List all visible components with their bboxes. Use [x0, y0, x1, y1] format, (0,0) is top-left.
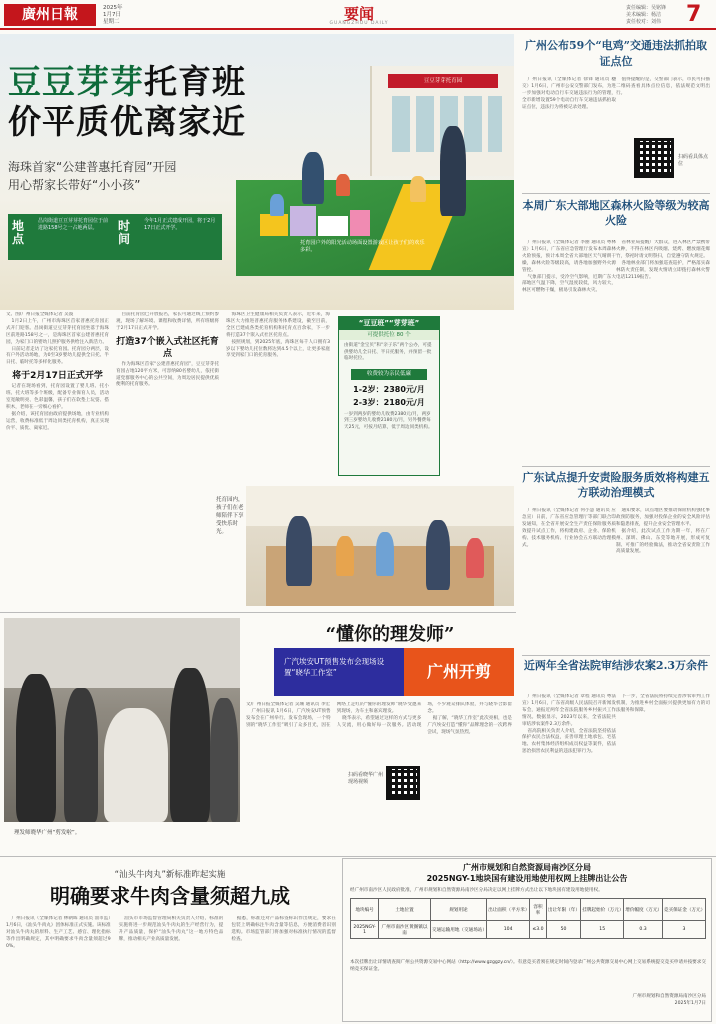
article-column: [6, 312, 109, 612]
nursery-sign: 豆豆芽芽托育园: [388, 74, 498, 88]
banner-text: 广汽埃安UT预售发布会现场设置“晓华工作室”: [284, 657, 385, 677]
table-cell: 104: [487, 921, 530, 939]
fee-infobox: [338, 316, 440, 476]
notice-signature: 广州市规划和自然资源局南沙区分局 2025年1月7日: [632, 994, 706, 1006]
news-body: [616, 694, 710, 850]
divider: [0, 856, 716, 857]
paragraph: 广州日报讯（全媒体记者 章程 通讯员 粤法宣）1月6日，广东省高级人民法院召开新闻发布会，通报近两年全省法院服务乡村振兴工作情况。数据显示，2023年以来，全省法院共审结涉农案件2.3万余件。: [522, 694, 616, 727]
issue-date: [103, 5, 123, 26]
location-time-box: [8, 214, 222, 260]
paragraph: 值得提醒的是，交警部门表示，市民可扫描二维码查看具体点位信息，依法规范文明出行。: [616, 77, 710, 96]
location-label: 地点: [12, 219, 25, 246]
date-day: 1月7日: [103, 12, 121, 18]
byline: 文、图/广州日报全媒体记者 吴波: [6, 312, 74, 317]
news-body: [616, 508, 710, 658]
infobox-title: “豆豆班”“芽芽班”: [339, 317, 439, 330]
paragraph: 广州日报讯（全媒体记者 何小慧 通讯员 应急宣）日前，广东省应急管理厅等部门联合印发通知，在全省开展安全生产责任保险服务质效提升试点工作，将构建政府、企业、保险机构、技术服务机构、行业协会五方联动治理模式。: [522, 508, 616, 548]
paragraph: 气象部门提示，受冷空气影响，近期广东大部地区气温下降，空气湿度较低，风力较大，林区可燃物干燥，极易引发森林火灾。: [522, 274, 616, 294]
table-header: 地块编号: [351, 899, 379, 921]
news-body: [522, 508, 616, 658]
news-headline: “懂你的理发师”: [325, 624, 455, 645]
table-header: 增价幅度（万元）: [624, 899, 663, 921]
paragraph: 省高院相关负责人介绍，全省法院坚持依法保护农民合法权益，妥善审理土地承包、宅基地、农村集体经济组织成员权益等案件，依法惩治损害农民利益的违法犯罪行为。: [522, 728, 616, 755]
time-label: 时间: [118, 219, 131, 246]
teacher-figure: [440, 126, 466, 216]
paragraph: 目前托育园已开放报名，家长可通过线上预约参观，现场了解环境、课程和收费详情，所有班级将于2月17日正式开学。: [116, 312, 219, 331]
photo-caption: 托育园内，孩子们在老师陪伴下享受快乐时光。: [216, 497, 244, 535]
paragraph: 通知要求，试点地区要推动保险机构强化事故预防服务，加强对投保企业的安全风险评估和隐患排查，提升企业安全管理水平。: [616, 508, 710, 527]
paragraph: 记者在现场看到，托育园设置了婴儿班、托小班、托大班等多个班级，配备专业保育人员，活动室宽敞明亮、色彩温馨，孩子们在软垫上玩耍、搭积木，老师在一旁细心看护。: [6, 384, 109, 410]
table-row: [351, 921, 706, 939]
notice-footer: 本次挂牌出让详情请查阅广州公共资源交易中心网站（http://www.gzggzy.cn/）。有意竞买者须在规定时间内登录广州公共资源交易中心网上交易系统提交竞买申请并按要求交纳竞买保证金。: [350, 960, 706, 972]
masthead: [0, 0, 716, 30]
news-body: [6, 916, 336, 1020]
table-cell: 50: [546, 921, 580, 939]
fee-item: 2-3岁：2180元/月: [353, 397, 425, 407]
divider: [522, 655, 710, 656]
qr-caption: 扫码看具体点位: [678, 154, 709, 167]
child-figure: [410, 176, 426, 202]
qr-caption: 扫码看晓华广州现场视频: [348, 772, 384, 785]
divider: [522, 466, 710, 467]
qr-code-icon[interactable]: [634, 138, 674, 178]
headline: [8, 62, 246, 142]
location-text: 昌岗街道豆豆芽芽托育园位于前进路158号之一占地两层。: [38, 218, 109, 231]
table-cell: 2025NGY-1: [351, 921, 379, 939]
teacher-figure: [302, 152, 324, 204]
news-headline: 广东试点提升安责险服务质效将构建五方联动治理模式: [522, 471, 710, 499]
table-cell: 15: [581, 921, 624, 939]
table-header: 容积率: [530, 899, 547, 921]
fee-item: 1-2岁：2380元/月: [353, 384, 425, 394]
infobox-capacity: 可提供托位 80 个: [339, 330, 439, 340]
paragraph: 各地林业部门将加强巡查巡护，严格落实森林防火责任制，发现火情请立即拨打森林火警电话12119报告。: [616, 260, 710, 280]
table-cell: 3: [662, 921, 705, 939]
table-header: 出让面积（平方米）: [487, 899, 530, 921]
section-subhead: 打造37个嵌入式社区托育点: [116, 336, 219, 359]
paragraph: 汕头市市场监督管理局相关负责人介绍，标准的实施将进一步规范汕头牛肉丸的生产经营行为，提升产品质量，保护“汕头牛肉丸”这一地方特色品牌，推动相关产业高质量发展。: [118, 916, 224, 942]
article-column: [116, 312, 219, 612]
news-headline: 本周广东大部地区森林火险等级为较高火险: [522, 199, 710, 227]
table-header: 挂牌起始价（万元）: [581, 899, 624, 921]
weekday: 星期二: [103, 19, 120, 25]
article-column: [226, 312, 330, 482]
time-text: 今年1月正式建成开园，将于2月17日正式开学。: [144, 218, 216, 231]
subheadline-line1: 海珠首家“公建普惠托育园”开园: [8, 160, 177, 174]
child-figure: [336, 174, 350, 196]
paragraph: 作为海珠区首家“公建普惠托育园”，豆豆芽芽托育园占地120平方米，可容纳80名婴幼儿，依托街道党群服务中心的公共空间，为周边居民提供优质便利的托育服务。: [116, 361, 219, 388]
paragraph: 省林业局提醒广大群众，进入林区严禁携带火种，不得在林区内吸烟、烧烤、燃放烟花爆竹，祭祀时请文明祭扫，自觉遵守防火规定。: [616, 240, 710, 259]
paragraph: 广州日报讯 1月6日，广汽埃安UT预售发布会在广州举行。发布会现场，一个特别的“晓华工作室”吸引了众多目光，因在网络上走红的“懂你的理发师”晓华受邀来到现场，为车主和嘉宾理发。: [246, 702, 422, 728]
paragraph: 广州日报讯（全媒体记者 李丽 通讯员 粤林宣）1月6日，广东省应急管理厅发布本周森林火险预报，预计本周全省大部地区天气晴朗干燥，森林火险等级较高，请各地加强野外火源管控。: [522, 240, 616, 273]
editor-line: 责任编辑：吴铭锋: [626, 5, 667, 11]
paragraph: 据悉，标准还对产品标签标识作出规定，要求在包装上明确标注牛肉含量等信息，方便消费者识别选购。市场监管部门将加强对标准执行情况的监督检查。: [231, 916, 336, 942]
table-header-row: [351, 899, 706, 921]
section-title: 要闻: [343, 5, 374, 23]
headline-line2: 价平质优离家近: [8, 102, 246, 141]
subheadline: [8, 158, 176, 194]
subheadline-line2: 用心帮家长带好“小小孩”: [8, 178, 141, 192]
paragraph: 下一步，全省法院将持续完善涉农审判工作机制，为推进乡村全面振兴提供更加有力的司法服务和保障。: [616, 694, 710, 713]
notice-intro: 经广州市南沙区人民政府批准，广州市规划和自然资源局南沙区分局决定以网上挂牌方式出让以下地块国有建设用地使用权。: [350, 888, 603, 893]
table-header: 规划用途: [430, 899, 486, 921]
infobox-note: 一岁到两岁的婴幼儿收费2380元/月，两岁到三岁婴幼儿收费2180元/月，另外餐费每天25元，可按月结算，低于周边同类机构。: [344, 411, 433, 430]
photo-caption: 理发师晓华广州“剪发啦”。: [14, 830, 81, 836]
paragraph: 广州日报讯（全媒体记者 徐锋 通讯员 穗交）1月6日，广州市公安交警部门发布，为进一步加强对电动自行车交通违法行为的管理，全市新增设置59个电动自行车交通违法抓拍取证点位，违法行为将被记录处理。: [522, 77, 616, 110]
news-body: [522, 694, 616, 850]
news-body: [522, 240, 616, 462]
news-body: [616, 240, 710, 462]
table-cell: 交通运输用地（交通场站）: [430, 921, 486, 939]
page-number: 7: [686, 2, 702, 27]
paragraph: 据介绍，此次试点工作为期一年，将在广州、深圳、佛山、东莞等地开展，形成可复制、可推广的经验做法，推动全省安责险工作高质量发展。: [616, 528, 710, 555]
table-cell: 广州市南沙区黄阁镇以南: [379, 921, 431, 939]
byline: 文/广州日报全媒体记者 吴珊 通讯员 李宏: [246, 702, 331, 707]
notice-title: 广州市规划和自然资源局南沙区分局 2025NGY-1地块国有建设用地使用权网上挂牌出让公告: [426, 863, 628, 883]
table-cell: 0.3: [624, 921, 663, 939]
table-header: 竞买保证金（万元）: [662, 899, 705, 921]
editor-line: 美术编辑：杨洁: [626, 12, 662, 18]
divider: [522, 193, 710, 194]
classroom-photo: [246, 486, 514, 606]
news-headline: 广州公布59个“电鸡”交通违法抓拍取证点位: [525, 39, 707, 68]
paragraph: 按照规划，到2025年底，海珠区每千人口拥有3岁以下婴幼儿托位数将达到4.5个以上，让更多家庭享受到家门口的托育服务。: [226, 339, 330, 359]
infobox-intro: 由街道“金宝贝”和“亲子乐”两个公办，可提供婴幼儿全日托、半日托服务，并预留一批临时托位。: [344, 343, 432, 362]
child-figure: [270, 194, 284, 216]
news-body: [522, 77, 616, 189]
news-headline: 近两年全省法院审结涉农案2.3万余件: [523, 659, 709, 672]
editor-credits: [626, 5, 666, 26]
news-body: [616, 77, 710, 137]
paragraph: 海珠区卫生健康局相关负责人表示，近年来，海珠区大力推进普惠托育服务体系建设，截至目前，全区已建成各类托育机构和托育点百余家，下一步将打造37个嵌入式社区托育点。: [226, 312, 330, 338]
paragraph: 1月2日上午，广州市海珠区首家普惠托育园正式开门迎客。昌岗街道豆豆芽芽托育园坐落于海珠区前进路158号之一，是海珠区首家公建普惠托育园，为家门口的婴幼儿照护服务供给注入新活力。: [6, 318, 109, 345]
qr-code-icon[interactable]: [386, 766, 420, 800]
headline-black: 托育班: [144, 62, 246, 101]
news-headline: 明确要求牛肉含量须超九成: [50, 884, 290, 908]
section-subhead: 将于2月17日正式开学: [12, 371, 103, 382]
date-year: 2025年: [103, 5, 123, 11]
paragraph: 据介绍，该托育园由政府提供场地，由专业机构运营，收费标准低于周边同类托育机构，真正实现价平、质优、离家近。: [6, 411, 109, 431]
divider: [0, 612, 516, 613]
paragraph: 晓华表示，希望通过这样的方式与更多人交流，用心做好每一次服务。活动现场，不少观众排队体验，并与晓华合影留念。: [336, 702, 512, 728]
news-body: [246, 702, 512, 832]
hero-photo: [0, 34, 514, 310]
table-header: 土地位置: [379, 899, 431, 921]
section-subtitle: GUANGZHOU DAILY: [329, 21, 389, 26]
banner-highlight: 广州开剪: [404, 648, 514, 696]
editor-line: 责任校对：刘伟: [626, 19, 662, 25]
infobox-tag: 收费较为亲民低廉: [351, 369, 427, 380]
table-cell: ≤3.0: [530, 921, 547, 939]
notice-table: [350, 898, 706, 939]
news-kicker: “汕头牛肉丸”新标准昨起实施: [114, 870, 226, 880]
paragraph: 广州日报讯（全媒体记者 林朝晖 通讯员 汕市监）1月6日，《汕头牛肉丸》团体标准正式实施。该标准对汕头牛肉丸的原料、生产工艺、感官、理化指标等作出明确规定，其中明确要求牛肉含量须超过90%。: [6, 916, 111, 949]
barber-photo: [4, 618, 240, 822]
paragraph: 据了解，“晓华工作室”此次亮相，也是广汽埃安打造“懂你”品牌理念的一次跨界尝试，现场气氛热烈。: [427, 715, 512, 735]
paragraph: 日前记者走访了这家托育园。托育园分两层，设有户外活动场地，为0至3岁婴幼儿提供全日托、半日托、临时托等多样化服务。: [6, 346, 109, 366]
table-header: 出让年限（年）: [546, 899, 580, 921]
hero-caption: 托育园户外的阳光活动场面设置游戏区让孩子们的欢乐多彩。: [300, 240, 425, 253]
headline-green: 豆豆芽芽: [8, 62, 144, 101]
newspaper-logo: 廣州日報: [4, 4, 96, 26]
